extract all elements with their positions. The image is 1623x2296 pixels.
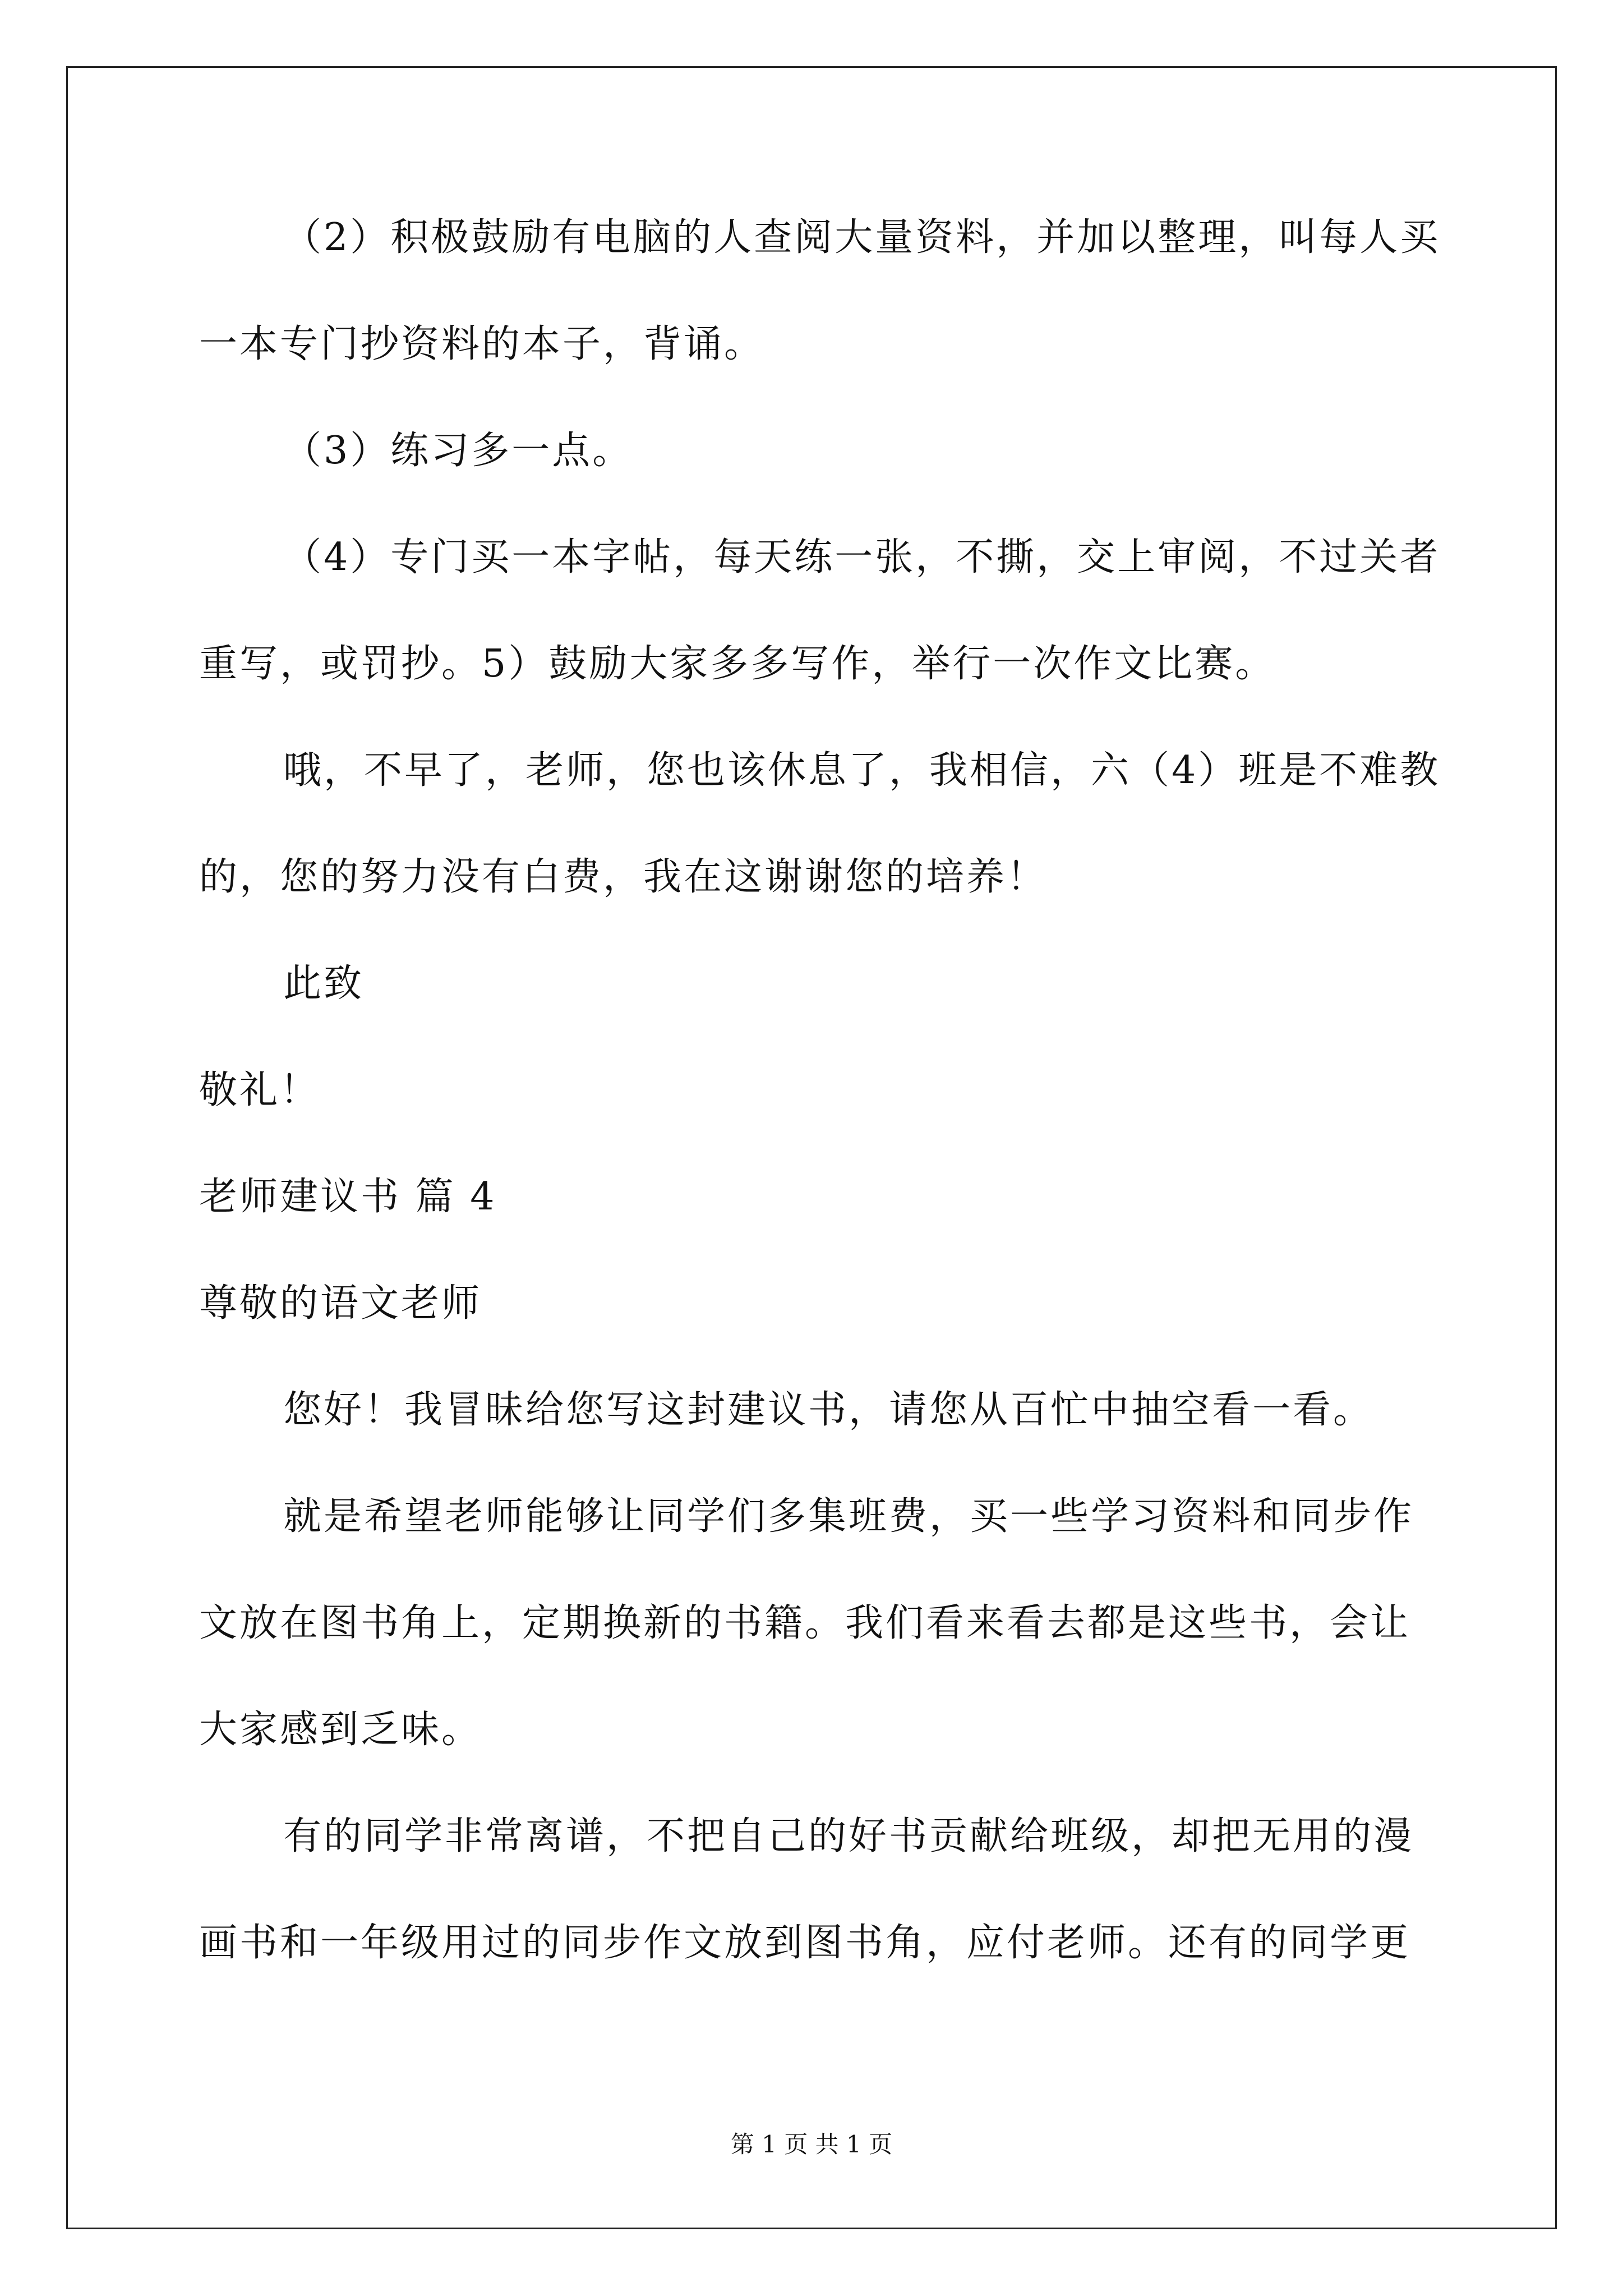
text-line: 的，您的努力没有白费，我在这谢谢您的培养！ (199, 855, 1048, 899)
text-line: 就是希望老师能够让同学们多集班费，买一些学习资料和同步作 (283, 1494, 1414, 1539)
salutation-line: 敬礼！ (199, 1068, 321, 1112)
text-line: 一本专门抄资料的本子，背诵。 (199, 322, 765, 366)
text-line: （2）积极鼓励有电脑的人查阅大量资料，并加以整理，叫每人买 (283, 215, 1441, 260)
text-line: 文放在图书角上，定期换新的书籍。我们看来看去都是这些书，会让 (199, 1601, 1411, 1645)
text-line: 哦，不早了，老师，您也该休息了，我相信，六（4）班是不难教 (283, 748, 1441, 793)
closing-line: 此致 (283, 961, 365, 1006)
text-line: 您好！我冒昧给您写这封建议书，请您从百忙中抽空看一看。 (283, 1388, 1374, 1432)
greeting-line: 尊敬的语文老师 (199, 1281, 482, 1326)
text-line: 有的同学非常离谱，不把自己的好书贡献给班级，却把无用的漫 (283, 1814, 1414, 1858)
section-heading: 老师建议书 篇 4 (199, 1175, 497, 1219)
text-line: （4）专门买一本字帖，每天练一张，不撕，交上审阅，不过关者 (283, 535, 1441, 579)
text-line: 重写，或罚抄。5）鼓励大家多多写作，举行一次作文比赛。 (199, 642, 1276, 686)
text-line: 大家感到乏味。 (199, 1708, 482, 1752)
text-line: （3）练习多一点。 (283, 429, 633, 473)
page-number-footer: 第 1 页 共 1 页 (730, 2131, 893, 2158)
document-body (199, 215, 1441, 2031)
text-line: 画书和一年级用过的同步作文放到图书角，应付老师。还有的同学更 (199, 1921, 1411, 1965)
